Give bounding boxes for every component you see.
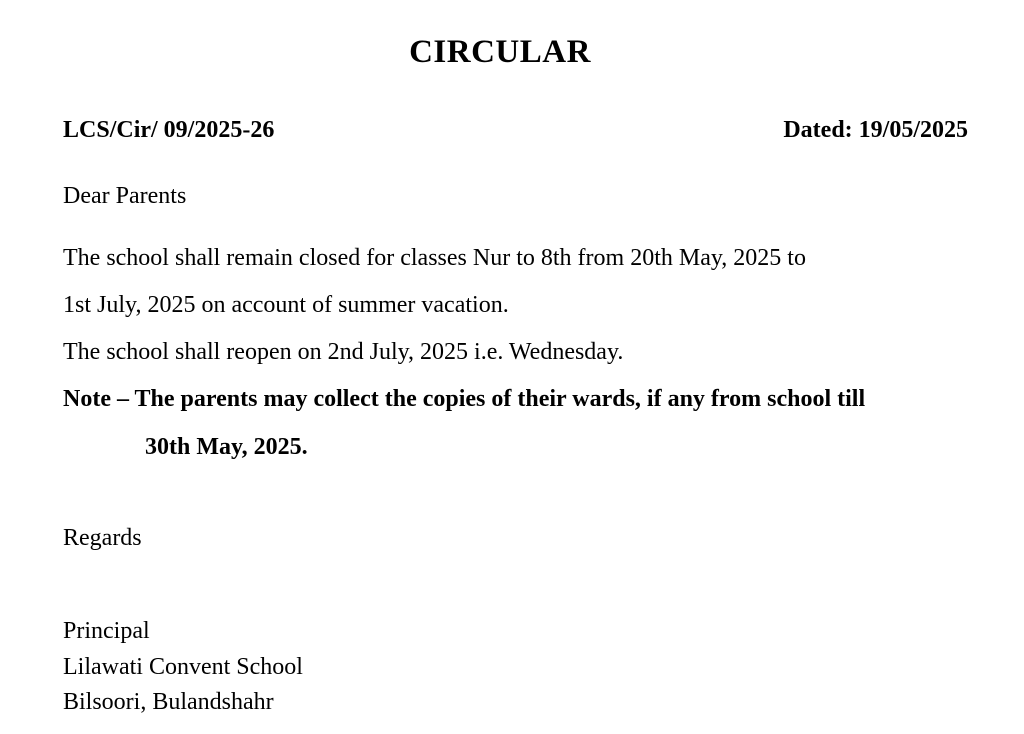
signature-address: Bilsoori, Bulandshahr	[63, 689, 274, 715]
reference-number: LCS/Cir/ 09/2025-26	[63, 117, 275, 143]
salutation: Dear Parents	[63, 183, 187, 209]
page-title: CIRCULAR	[409, 34, 591, 70]
body-line-3: The school shall reopen on 2nd July, 2025 i.e. Wednesday.	[63, 339, 624, 365]
closing: Regards	[63, 525, 142, 551]
note-line-2: 30th May, 2025.	[145, 434, 308, 460]
body-line-2: 1st July, 2025 on account of summer vacation.	[63, 292, 509, 318]
signature-designation: Principal	[63, 618, 150, 644]
circular-date: Dated: 19/05/2025	[783, 117, 968, 143]
note-line-1: Note – The parents may collect the copies of their wards, if any from school till	[63, 386, 866, 412]
signature-school: Lilawati Convent School	[63, 654, 303, 680]
body-line-1: The school shall remain closed for classes Nur to 8th from 20th May, 2025 to	[63, 245, 806, 271]
